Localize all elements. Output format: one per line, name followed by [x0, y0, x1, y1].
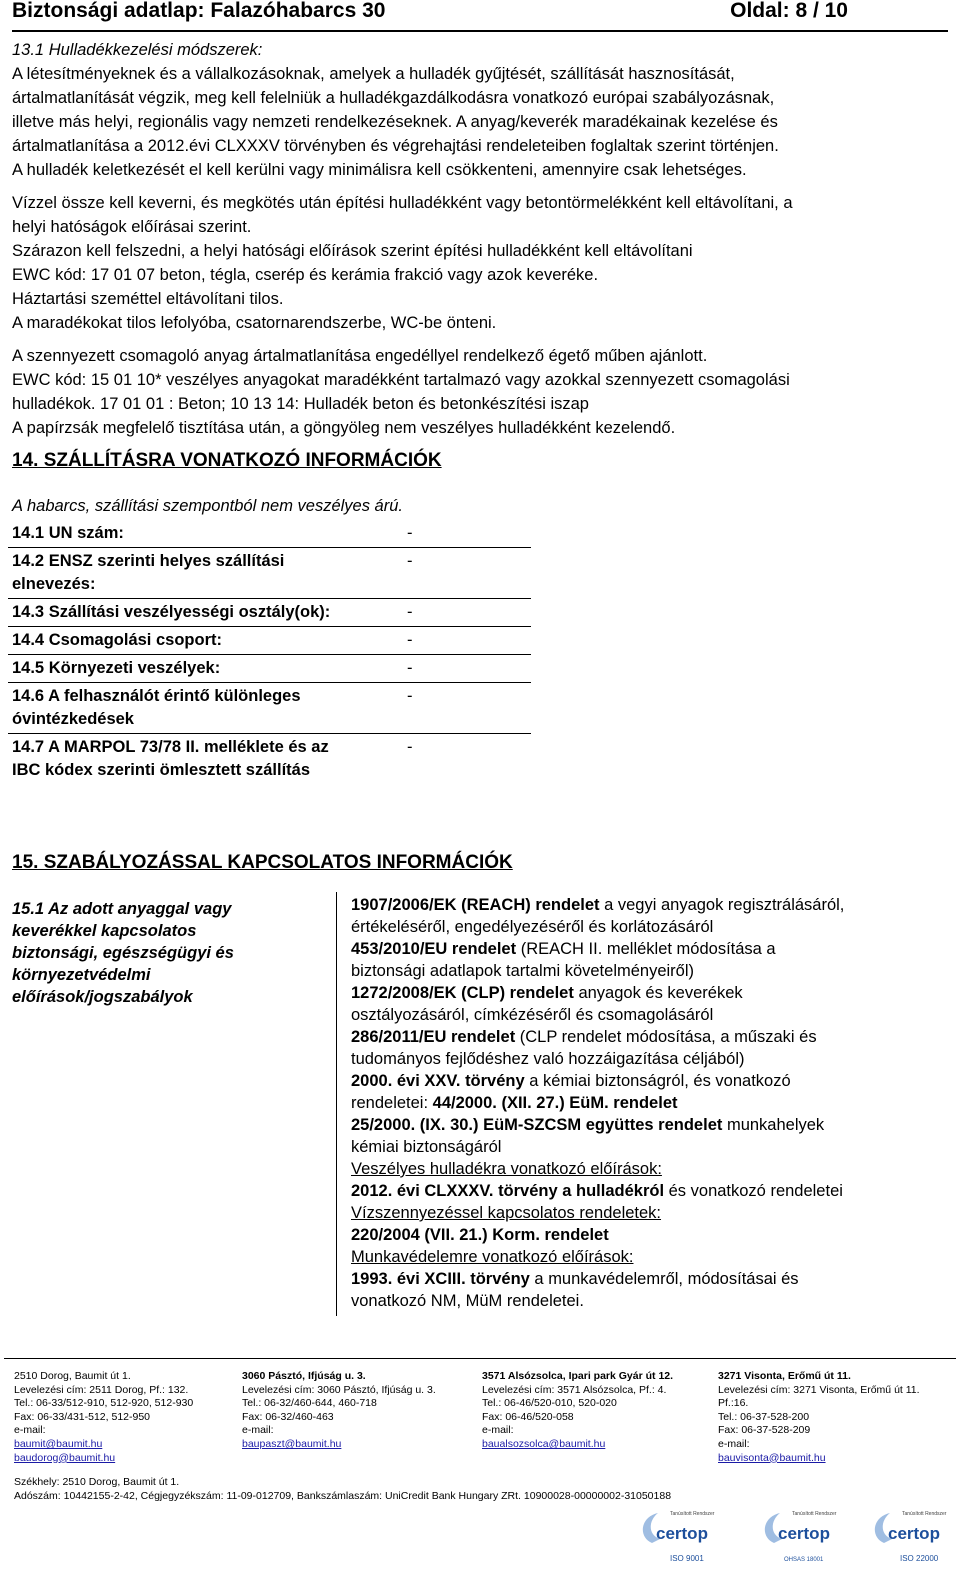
section-13-1-title: 13.1 Hulladékkezelési módszerek:	[12, 41, 263, 59]
svg-text:OHSAS 18001: OHSAS 18001	[784, 1557, 824, 1563]
text-line: illetve más helyi, regionális vagy nemzeti rendelkezéseknek. A anyag/keverék maradékainak kezelése és	[12, 113, 778, 131]
row-value: -	[407, 524, 413, 542]
regulation-subheading: Munkavédelemre vonatkozó előírások:	[351, 1248, 634, 1266]
footer-col-dorog: 2510 Dorog, Baumit út 1. Levelezési cím: 2511 Dorog, Pf.: 132. Tel.: 06-33/512-910, 512-920, 512-930 Fax: 06-33/431-512, 512-950 e-mail: baumit@baumit.hu baudorog@baumit.hu	[14, 1370, 194, 1464]
email-link[interactable]: bauvisonta@baumit.hu	[718, 1451, 826, 1464]
regulatory-info-table	[8, 892, 945, 1316]
svg-text:Tanúsított Rendszer: Tanúsított Rendszer	[670, 1511, 715, 1517]
section-15-heading: 15. SZABÁLYOZÁSSAL KAPCSOLATOS INFORMÁCIÓK	[12, 852, 513, 873]
row-label: 14.1 UN szám:	[12, 524, 124, 542]
regulation-subheading: Veszélyes hulladékra vonatkozó előírások:	[351, 1160, 662, 1178]
table-row	[8, 655, 531, 683]
footer-company-info	[14, 1475, 671, 1503]
regulation-category-label: 15.1 Az adott anyaggal vagy keverékkel kapcsolatos biztonsági, egészségügyi és környezetvédelmi előírások/jogszabályok	[12, 900, 234, 1006]
svg-text:certop: certop	[778, 1524, 830, 1543]
document-title: Biztonsági adatlap: Falazóhabarcs 30	[12, 0, 386, 22]
text-line: Szárazon kell felszedni, a helyi hatósági előírások szerint építési hulladékként kell eltávolítani	[12, 242, 693, 260]
table-row	[8, 683, 531, 734]
text-line: A szennyezett csomagoló anyag ártalmatlanítása engedéllyel rendelkező égető műben ajánlott.	[12, 347, 708, 365]
waste-paragraph-2	[12, 191, 952, 335]
footer-divider	[4, 1358, 956, 1359]
footer-col-alsozsolca: 3571 Alsózsolca, Ipari park Gyár út 12. Levelezési cím: 3571 Alsózsolca, Pf.: 4. Tel.: 06-46/520-010, 520-020 Fax: 06-46/520-058 e-mail: baualsozsolca@baumit.hu	[482, 1370, 674, 1450]
footer-col-visonta: 3271 Visonta, Erőmű út 11. Levelezési cím: 3271 Visonta, Erőmű út 11. Pf.:16. Tel.: 06-37-528-200 Fax: 06-37-528-209 e-mail: bauvisonta@baumit.hu	[718, 1370, 920, 1464]
certop-iso-9001-logo	[630, 1503, 722, 1567]
table-row	[8, 520, 531, 548]
regulation-line: 453/2010/EU rendelet (REACH II. melléklet módosítása a	[351, 940, 776, 958]
company-seat: Székhely: 2510 Dorog, Baumit út 1.	[14, 1476, 180, 1488]
regulation-line: értékeléséről, engedélyezéséről és korlátozásáról	[351, 918, 714, 936]
row-label: 14.7 A MARPOL 73/78 II. melléklete és az IBC kódex szerinti ömlesztett szállítás	[8, 734, 403, 785]
svg-text:certop: certop	[888, 1524, 940, 1543]
svg-text:ISO 22000: ISO 22000	[900, 1554, 939, 1563]
section-14-intro: A habarcs, szállítási szempontból nem veszélyes árú.	[12, 497, 403, 515]
row-value: -	[403, 734, 531, 785]
text-line: helyi hatóságok előírásai szerint.	[12, 218, 252, 236]
regulation-line: 286/2011/EU rendelet (CLP rendelet módosítása, a műszaki és	[351, 1028, 817, 1046]
row-value: -	[403, 548, 531, 599]
row-label: 14.3 Szállítási veszélyességi osztály(ok):	[8, 599, 403, 627]
row-value: -	[403, 627, 531, 655]
row-label: 14.5 Környezeti veszélyek:	[8, 655, 403, 683]
page-header	[12, 0, 948, 28]
table-row	[8, 548, 531, 599]
regulation-line: kémiai biztonságáról	[351, 1138, 502, 1156]
regulation-line: osztályozásáról, címkézéséről és csomagolásáról	[351, 1006, 714, 1024]
text-line: A papírzsák megfelelő tisztítása után, a göngyöleg nem veszélyes hulladékként kezelendő.	[12, 419, 676, 437]
waste-paragraph-1	[12, 62, 952, 182]
text-line: EWC kód: 17 01 07 beton, tégla, cserép és kerámia frakció vagy azok keveréke.	[12, 266, 599, 284]
regulation-line: 1993. évi XCIII. törvény a munkavédelemről, módosításai és	[351, 1270, 799, 1288]
regulation-line: 2000. évi XXV. törvény a kémiai biztonságról, és vonatkozó	[351, 1072, 791, 1090]
text-line: hulladékok. 17 01 01 : Beton; 10 13 14: Hulladék beton és betonkészítési iszap	[12, 395, 589, 413]
regulation-line: tudományos fejlődéshez való hozzáigazítása céljából)	[351, 1050, 745, 1068]
text-line: ártalmatlanítását végzik, meg kell felelniük a hulladékgazdálkodásra vonatkozó európai szabályozásnak,	[12, 89, 775, 107]
svg-text:ISO 9001: ISO 9001	[670, 1554, 704, 1563]
row-value: -	[403, 655, 531, 683]
regulation-line: vonatkozó NM, MüM rendeletei.	[351, 1292, 584, 1310]
table-row	[8, 734, 531, 785]
table-row	[8, 627, 531, 655]
waste-paragraph-3	[12, 344, 952, 440]
regulation-line: rendeletei: 44/2000. (XII. 27.) EüM. rendelet	[351, 1094, 678, 1112]
certop-ohsas-18001-logo	[752, 1503, 844, 1567]
email-link[interactable]: baupaszt@baumit.hu	[242, 1437, 342, 1450]
row-value: -	[403, 683, 531, 734]
header-divider	[12, 30, 948, 32]
email-link[interactable]: baudorog@baumit.hu	[14, 1451, 116, 1464]
text-line: A hulladék keletkezését el kell kerülni vagy minimálisra kell csökkenteni, amennyire csak lehetséges.	[12, 161, 747, 179]
company-registration: Adószám: 10442155-2-42, Cégjegyzékszám: 11-09-012709, Bankszámlaszám: UniCredit Bank Hungary ZRt. 10900028-00000002-31050188	[14, 1490, 672, 1502]
row-label: 14.4 Csomagolási csoport:	[8, 627, 403, 655]
regulation-line: 1907/2006/EK (REACH) rendelet a vegyi anyagok regisztrálásáról,	[351, 896, 845, 914]
email-link[interactable]: baualsozsolca@baumit.hu	[482, 1437, 606, 1450]
table-row	[8, 892, 945, 1316]
text-line: A maradékokat tilos lefolyóba, csatornarendszerbe, WC-be önteni.	[12, 314, 497, 332]
row-label: 14.2 ENSZ szerinti helyes szállítási elnevezés:	[8, 548, 403, 599]
email-link[interactable]: baumit@baumit.hu	[14, 1437, 103, 1450]
section-13-1	[12, 38, 952, 440]
text-line: A létesítményeknek és a vállalkozásoknak, amelyek a hulladék gyűjtését, szállítását hasznosítását,	[12, 65, 735, 83]
svg-text:certop: certop	[656, 1524, 708, 1543]
footer-col-paszto: 3060 Pásztó, Ifjúság u. 3. Levelezési cím: 3060 Pásztó, Ifjúság u. 3. Tel.: 06-32/460-644, 460-718 Fax: 06-32/460-463 e-mail: baupaszt@baumit.hu	[242, 1370, 436, 1450]
regulation-line: 220/2004 (VII. 21.) Korm. rendelet	[351, 1226, 609, 1244]
regulation-line: biztonsági adatlapok tartalmi követelményeiről)	[351, 962, 695, 980]
svg-text:Tanúsított Rendszer: Tanúsított Rendszer	[792, 1511, 837, 1517]
table-row	[8, 599, 531, 627]
svg-text:Tanúsított Rendszer: Tanúsított Rendszer	[902, 1511, 947, 1517]
page-number: Oldal: 8 / 10	[730, 0, 848, 22]
regulation-line: 25/2000. (IX. 30.) EüM-SZCSM együttes rendelet munkahelyek	[351, 1116, 825, 1134]
section-14-heading: 14. SZÁLLÍTÁSRA VONATKOZÓ INFORMÁCIÓK	[12, 450, 442, 471]
row-label: 14.6 A felhasználót érintő különleges óvintézkedések	[8, 683, 403, 734]
row-value: -	[403, 599, 531, 627]
text-line: ártalmatlanítása a 2012.évi CLXXXV törvényben és végrehajtási rendeleteiben foglaltak szerint történjen.	[12, 137, 779, 155]
certop-iso-22000-logo	[862, 1503, 954, 1567]
regulation-list	[337, 892, 946, 1316]
regulation-line: 1272/2008/EK (CLP) rendelet anyagok és keverékek	[351, 984, 743, 1002]
text-line: EWC kód: 15 01 10* veszélyes anyagokat maradékként tartalmazó vagy azokkal szennyezett csomagolási	[12, 371, 790, 389]
regulation-line: 2012. évi CLXXXV. törvény a hulladékról és vonatkozó rendeletei	[351, 1182, 843, 1200]
transport-info-table	[8, 520, 531, 784]
text-line: Háztartási szeméttel eltávolítani tilos.	[12, 290, 284, 308]
regulation-subheading: Vízszennyezéssel kapcsolatos rendeletek:	[351, 1204, 662, 1222]
text-line: Vízzel össze kell keverni, és megkötés után építési hulladékként vagy betontörmelékként kell eltávolítani, a	[12, 194, 793, 212]
